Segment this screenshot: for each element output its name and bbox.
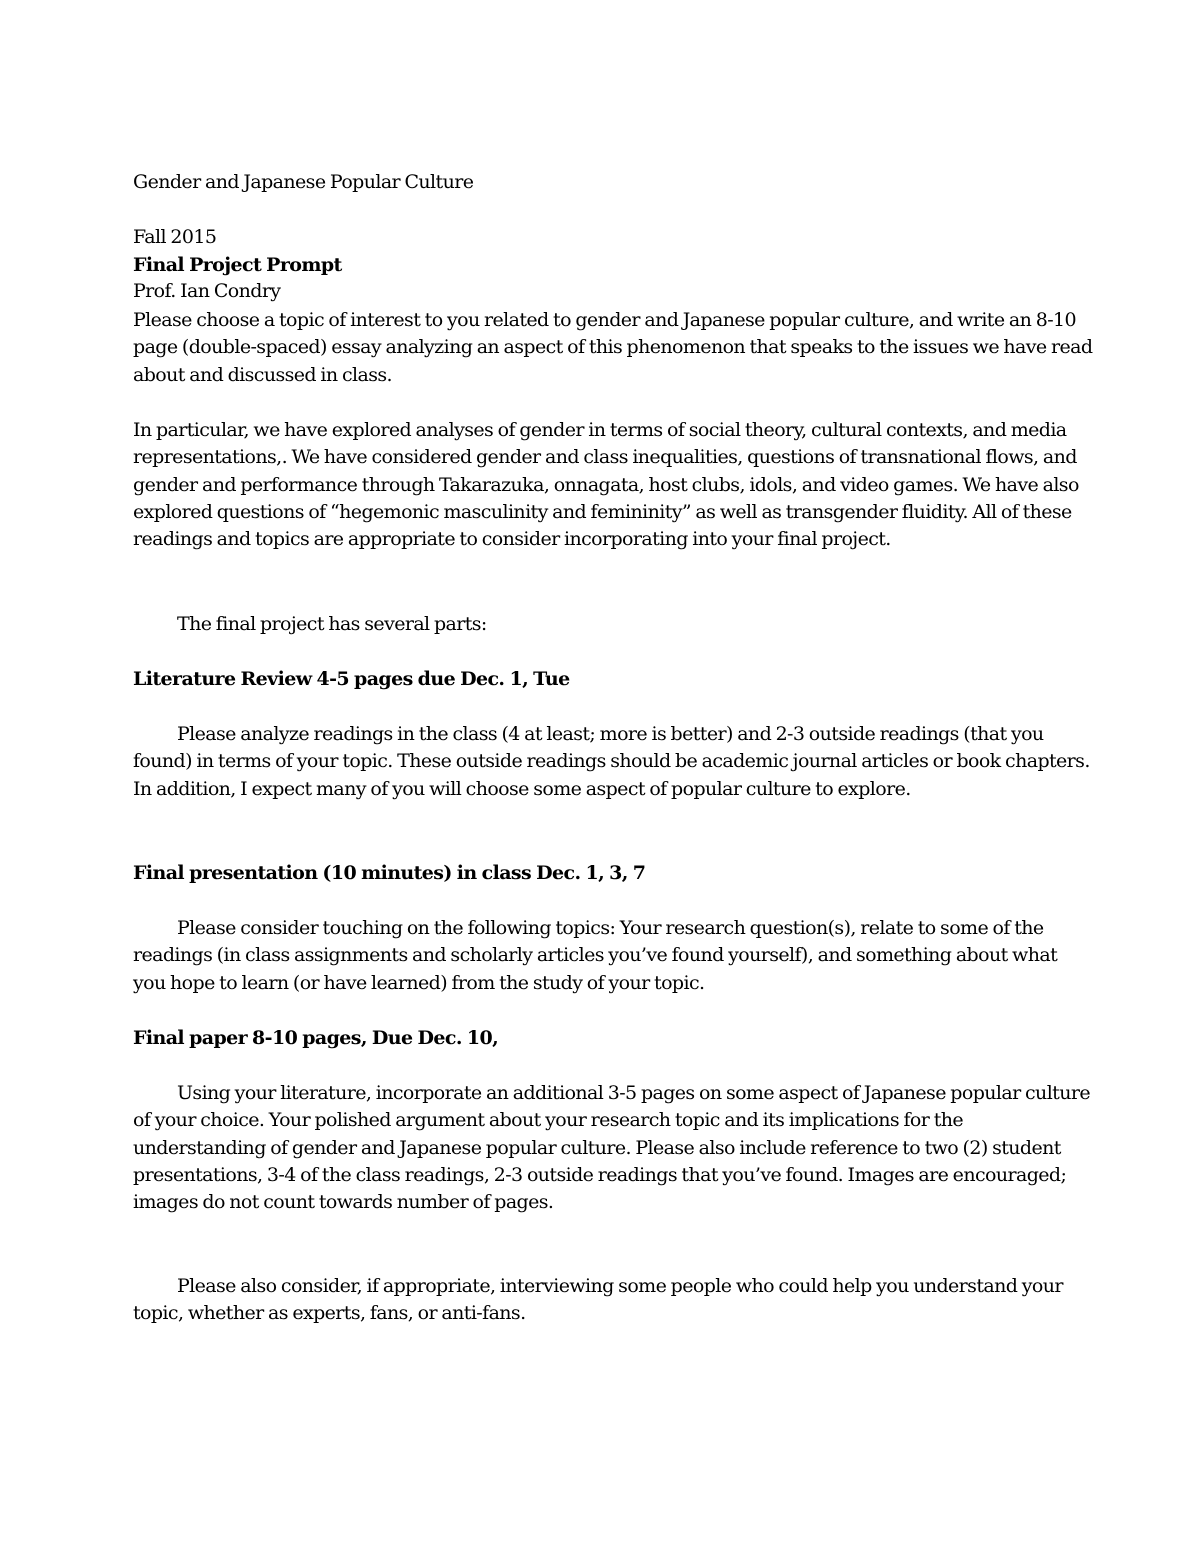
course-header [133,142,1093,333]
final-presentation-body: Please consider touching on the following topics: Your research question(s), relate to some of the readings (in class assignments and scholarly articles you’ve found yourself), and something about what you hope to learn (or have learned) from the study of your topic. [133,917,1058,994]
final-paper-heading: Final paper 8-10 pages, Due Dec. 10, [133,1027,499,1049]
closing-paragraph: Please also consider, if appropriate, interviewing some people who could help you understand your topic, whether as experts, fans, or anti-fans. [133,1275,1063,1325]
prompt-title: Final Project Prompt [133,254,342,276]
course-instructor: Prof. Ian Condry [133,280,281,303]
context-paragraph: In particular, we have explored analyses of gender in terms of social theory, cultural contexts, and media representations,. We have considered gender and class inequalities, questions of transnational flows, and gender and performance through Takarazuka, onnagata, host clubs, idols, and video games. We have also explored questions of “hegemonic masculinity and femininity” as well as transgender fluidity. All of these readings and topics are appropriate to consider incorporating into your final project. [133,419,1079,551]
final-presentation-heading: Final presentation (10 minutes) in class Dec. 1, 3, 7 [133,862,646,884]
parts-intro: The final project has several parts: [177,613,487,635]
literature-review-heading: Literature Review 4-5 pages due Dec. 1, Tue [133,668,570,690]
intro-paragraph: Please choose a topic of interest to you related to gender and Japanese popular culture, and write an 8-10 page (double-spaced) essay analyzing an aspect of this phenomenon that speaks to the issues we have read about and discussed in class. [133,309,1093,386]
course-term: Fall 2015 [133,225,217,248]
literature-review-body: Please analyze readings in the class (4 at least; more is better) and 2-3 outside readings (that you found) in terms of your topic. These outside readings should be academic journal articles or book chapters. In addition, I expect many of you will choose some aspect of popular culture to explore. [133,723,1090,800]
course-title: Gender and Japanese Popular Culture [133,171,474,194]
final-paper-body: Using your literature, incorporate an additional 3-5 pages on some aspect of Japanese popular culture of your choice. Your polished argument about your research topic and its implications for the understanding of gender and Japanese popular culture. Please also include reference to two (2) student presentations, 3-4 of the class readings, 2-3 outside readings that you’ve found. Images are encouraged; images do not count towards number of pages. [133,1082,1090,1214]
